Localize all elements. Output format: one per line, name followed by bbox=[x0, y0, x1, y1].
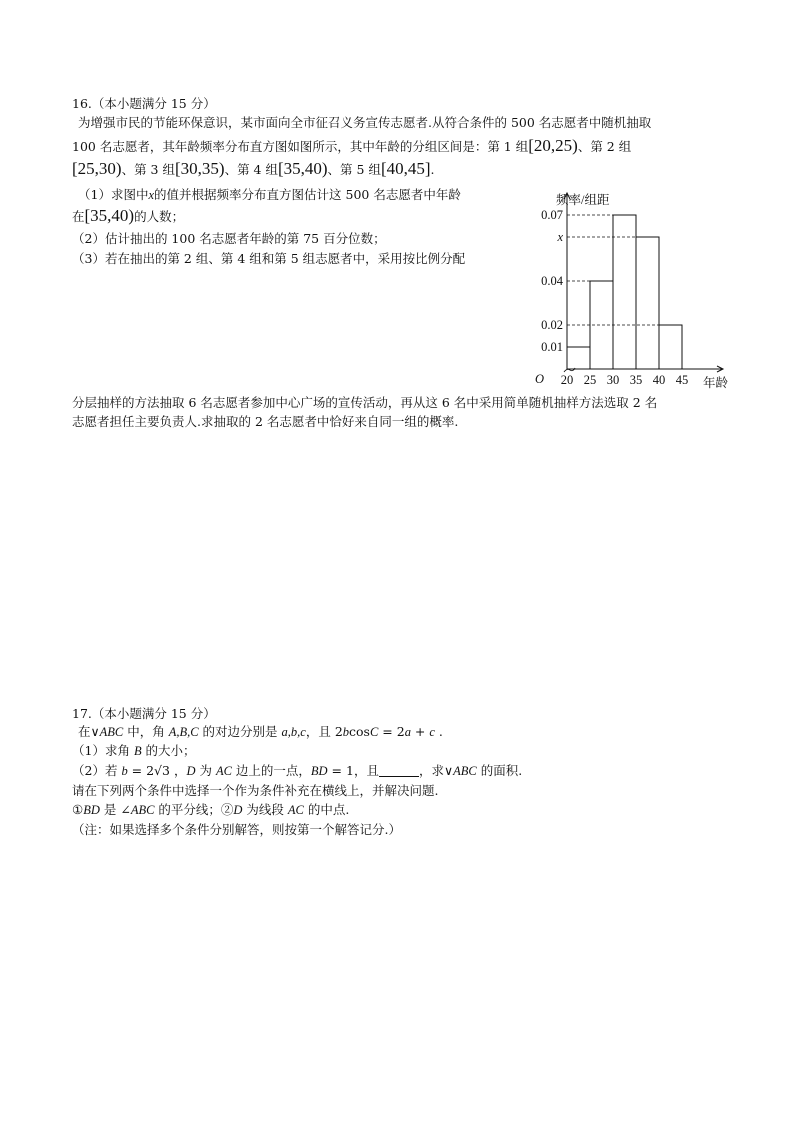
q17-var: D bbox=[186, 764, 196, 778]
q17-text: （1）求角 bbox=[72, 743, 134, 758]
histogram-bar-20-25 bbox=[567, 347, 590, 369]
histogram-origin-label: O bbox=[535, 372, 545, 386]
q16-part3-line3: 志愿者担任主要负责人.求抽取的 2 名志愿者中恰好来自同一组的概率. bbox=[72, 414, 459, 429]
histogram-y-tick-label: 0.02 bbox=[541, 318, 563, 332]
q17-text: 为线段 bbox=[242, 802, 288, 817]
q17-text: + bbox=[410, 724, 430, 739]
q17-var: b bbox=[121, 764, 128, 778]
q16-var-x: x bbox=[148, 188, 155, 202]
q16-header: 16.（本小题满分 15 分） bbox=[72, 96, 216, 111]
q17-var: b bbox=[342, 725, 350, 739]
q16-stem-line1: 为增强市民的节能环保意识，某市面向全市征召义务宣传志愿者.从符合条件的 500 名志愿者中随机抽取 bbox=[78, 115, 652, 130]
q17-text: ① bbox=[72, 802, 84, 817]
q17-angles: A,B,C bbox=[168, 725, 199, 739]
histogram-bar-35-40 bbox=[636, 237, 659, 369]
q17-var: D bbox=[233, 803, 243, 817]
q16-stem-text: 、第 5 组 bbox=[327, 162, 381, 177]
q17-text: cos bbox=[349, 724, 370, 739]
q16-part1-text: 在 bbox=[72, 209, 85, 224]
q17-text: ，且 2 bbox=[305, 724, 343, 739]
histogram-y-ticks bbox=[541, 208, 564, 354]
q16-part1-line2 bbox=[72, 207, 184, 226]
q17-text: = 2 bbox=[378, 724, 405, 739]
histogram-y-tick-label: x bbox=[557, 230, 563, 244]
q16-stem-text: 、第 4 组 bbox=[224, 162, 278, 177]
q16-part3-line2: 分层抽样的方法抽取 6 名志愿者参加中心广场的宣传活动，再从这 6 名中采用简单随机抽样方法选取 2 名 bbox=[72, 395, 658, 410]
q17-text: = 2√3 ， bbox=[127, 763, 187, 778]
q17-var: C bbox=[369, 725, 379, 739]
q16-interval-4: [35,40) bbox=[277, 159, 328, 178]
histogram-x-tick-label: 40 bbox=[652, 373, 666, 387]
histogram-y-axis-label: 频率/组距 bbox=[556, 193, 610, 207]
q17-var: AC bbox=[215, 764, 232, 778]
q17-text: 的大小； bbox=[141, 743, 196, 758]
histogram-x-tick-label: 45 bbox=[675, 373, 689, 387]
histogram-y-tick-label: 0.04 bbox=[541, 274, 563, 288]
q17-fill-blank[interactable] bbox=[379, 764, 419, 777]
q17-var: c bbox=[429, 725, 435, 739]
histogram-x-tick-label: 30 bbox=[606, 373, 620, 387]
q17-sides: a,b,c bbox=[281, 725, 306, 739]
histogram-x-axis-label: 年龄 bbox=[703, 376, 729, 390]
q17-conditions bbox=[72, 801, 349, 819]
q16-part1-text: 的人数； bbox=[134, 209, 185, 224]
q17-text: 的对边分别是 bbox=[198, 724, 282, 739]
q17-part2 bbox=[72, 762, 522, 780]
q16-stem-text: 、第 2 组 bbox=[577, 139, 632, 154]
q17-triangle-name: ABC bbox=[99, 725, 124, 739]
q17-text: 在∨ bbox=[78, 724, 100, 739]
histogram-bar-40-45 bbox=[659, 325, 682, 369]
histogram-y-tick-label: 0.01 bbox=[541, 340, 563, 354]
q16-stem-text: . bbox=[430, 162, 435, 177]
q16-interval-1: [20,25) bbox=[528, 136, 578, 155]
q17-note: （注：如果选择多个条件分别解答，则按第一个解答记分.） bbox=[72, 822, 401, 837]
q17-triangle-name: ABC bbox=[453, 764, 477, 778]
q16-stem-text: 100 名志愿者，其年龄频率分布直方图如图所示，其中年龄的分组区间是：第 1 组 bbox=[72, 139, 529, 154]
histogram-bar-30-35 bbox=[613, 215, 636, 369]
q17-var: BD bbox=[83, 803, 100, 817]
q17-var: B bbox=[133, 744, 142, 758]
q16-stem-line2 bbox=[72, 137, 631, 156]
q17-text: = 1，且 bbox=[327, 763, 379, 778]
q17-instruction: 请在下列两个条件中选择一个作为条件补充在横线上，并解决问题. bbox=[72, 783, 439, 798]
q17-text: 边上的一点， bbox=[231, 763, 311, 778]
histogram-x-tick-label: 35 bbox=[629, 373, 643, 387]
q17-text: 的面积. bbox=[476, 763, 523, 778]
q17-var: BD bbox=[310, 764, 328, 778]
q17-var: a bbox=[404, 725, 411, 739]
frequency-histogram bbox=[510, 188, 735, 393]
q17-text: 中，角 bbox=[123, 724, 169, 739]
q16-interval-3: [30,35) bbox=[174, 159, 225, 178]
q16-stem-line3 bbox=[72, 160, 435, 179]
q16-part1-text: （1）求图中 bbox=[78, 187, 149, 202]
histogram-x-tick-label: 20 bbox=[560, 373, 574, 387]
histogram-axes bbox=[564, 193, 723, 372]
q17-text: . bbox=[434, 724, 443, 739]
q17-stem bbox=[78, 723, 443, 741]
q17-header: 17.（本小题满分 15 分） bbox=[72, 706, 216, 721]
histogram-bars bbox=[567, 215, 682, 369]
histogram-x-ticks bbox=[561, 373, 689, 387]
q16-interval-2: [25,30) bbox=[72, 159, 122, 178]
q17-text: ，求∨ bbox=[418, 763, 454, 778]
q16-stem-text: 、第 3 组 bbox=[121, 162, 175, 177]
histogram-x-tick-label: 25 bbox=[583, 373, 597, 387]
q16-part1-interval: [35,40) bbox=[84, 206, 135, 225]
q16-interval-5: [40,45] bbox=[380, 159, 431, 178]
q17-part1 bbox=[72, 742, 196, 760]
q17-text: 是 ∠ bbox=[99, 802, 131, 817]
q17-text: （2）若 bbox=[72, 763, 122, 778]
q17-triangle-name: ABC bbox=[130, 803, 155, 817]
q16-part1-line1 bbox=[78, 186, 461, 204]
q17-text: 的中点. bbox=[303, 802, 350, 817]
q16-part2: （2）估计抽出的 100 名志愿者年龄的第 75 百分位数； bbox=[72, 231, 386, 246]
q17-text: 为 bbox=[195, 763, 216, 778]
q17-var: AC bbox=[287, 803, 304, 817]
histogram-y-tick-label: 0.07 bbox=[541, 208, 563, 222]
q16-part1-text: 的值并根据频率分布直方图估计这 500 名志愿者中年龄 bbox=[154, 187, 461, 202]
q16-part3-line1: （3）若在抽出的第 2 组、第 4 组和第 5 组志愿者中，采用按比例分配 bbox=[72, 251, 466, 266]
q17-text: 的平分线；② bbox=[154, 802, 234, 817]
